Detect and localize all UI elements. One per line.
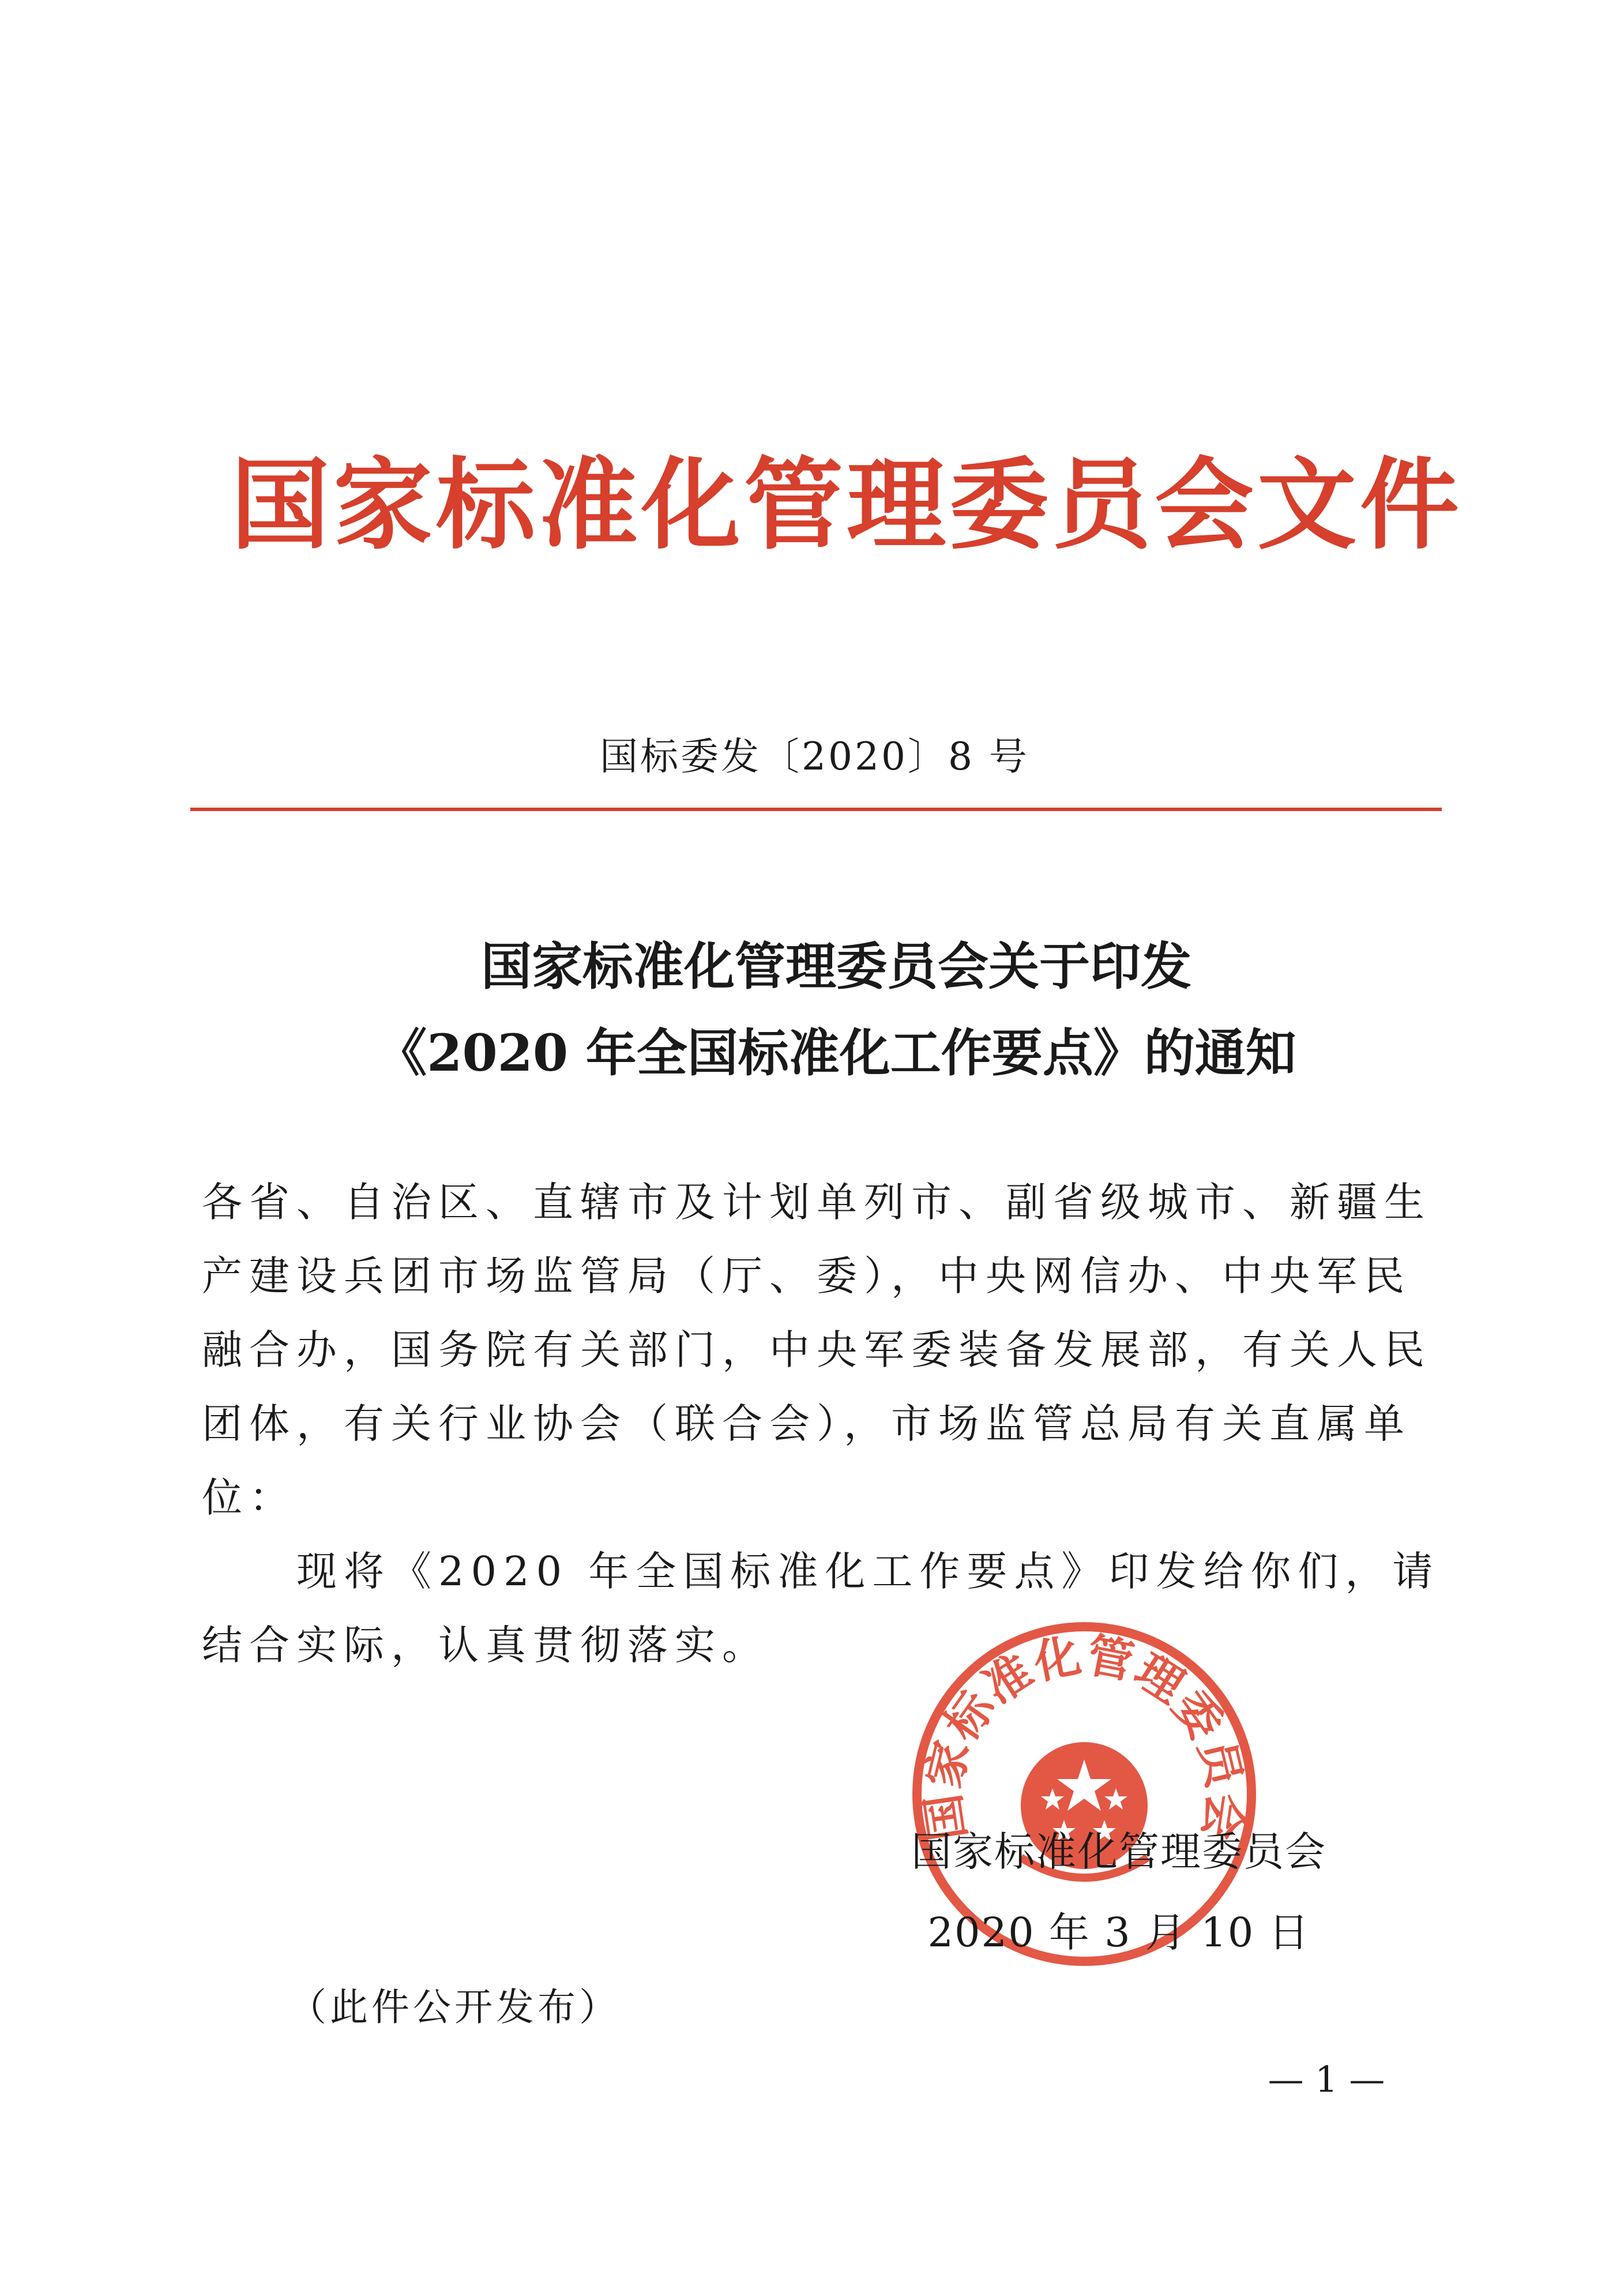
title-line-2: 《2020 年全国标准化工作要点》的通知 (376, 1023, 1296, 1083)
seal-text: 国家标准化管理委员会 (915, 1627, 1253, 1844)
release-note: （此件公开发布） (288, 1985, 621, 2029)
red-divider-line (190, 808, 1442, 811)
document-number: 国标委发〔2020〕8 号 (600, 734, 1029, 779)
salutation-paragraph: 各省、自治区、直辖市及计划单列市、副省级城市、新疆生产建设兵团市场监管局（厅、委），中央网信办、中央军民融合办，国务院有关部门，中央军委装备发展部，有关人民团体，有关行业协会（联合会），市场监管总局有关直属单位： (202, 1179, 1431, 1521)
title-line-1: 国家标准化管理委员会关于印发 (480, 936, 1191, 996)
body-paragraph: 现将《2020 年全国标准化工作要点》印发给你们，请结合实际，认真贯彻落实。 (202, 1548, 1440, 1669)
document-body (202, 1165, 1448, 1682)
document-title (288, 923, 1384, 1096)
issue-date: 2020 年 3 月 10 日 (927, 1909, 1310, 1956)
issuer-signature: 国家标准化管理委员会 (911, 1828, 1326, 1875)
document-masthead: 国家标准化管理委员会文件 (231, 446, 1463, 563)
page-number: — 1 — (1268, 2058, 1385, 2100)
